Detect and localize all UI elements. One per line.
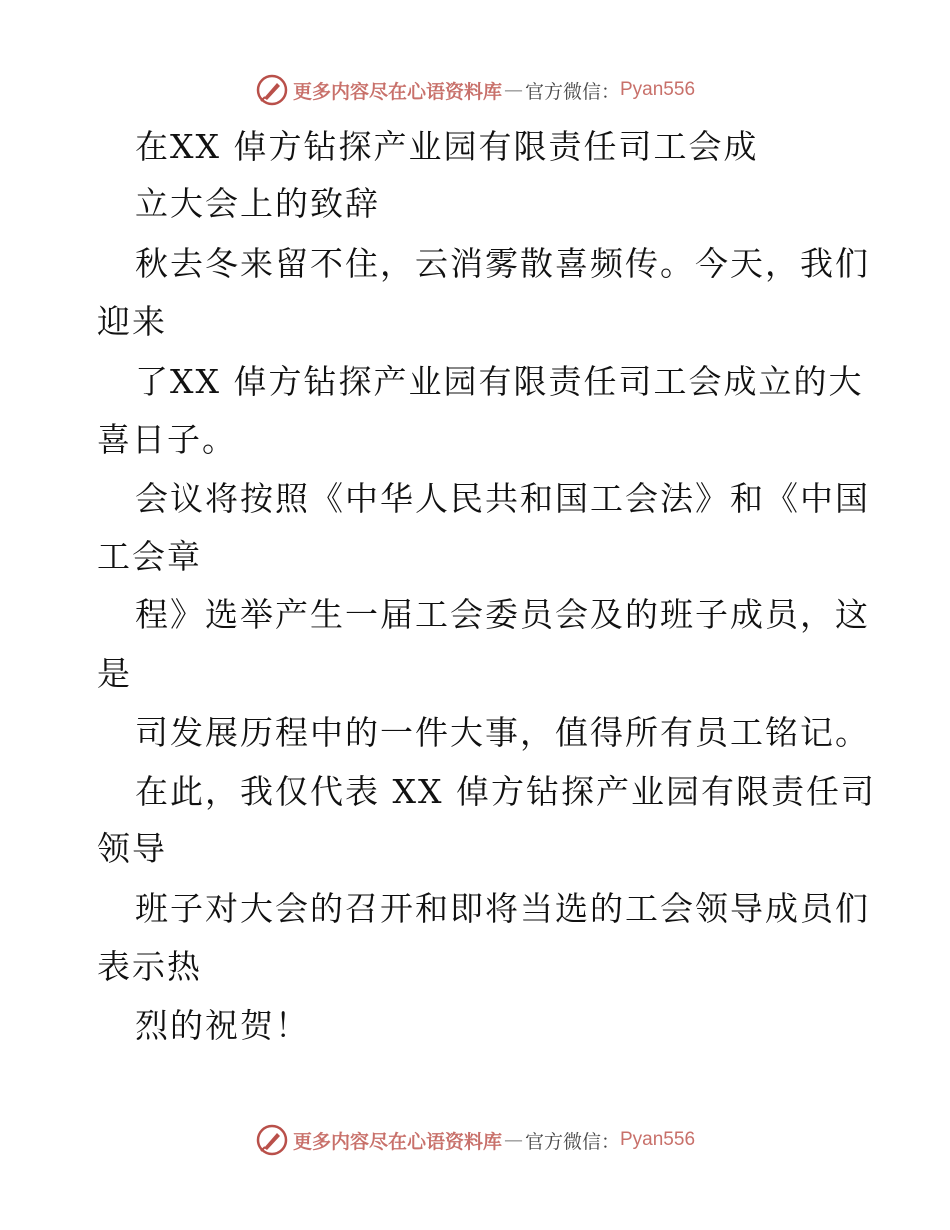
pen-logo-icon xyxy=(255,73,289,107)
text-line: 秋去冬来留不住，云消雾散喜频传。今天，我们 xyxy=(135,244,870,283)
text-line: 烈的祝贺！ xyxy=(135,1006,310,1045)
text-line: 在XX 倬方钻探产业园有限责任司工会成 xyxy=(135,127,759,166)
footer-banner xyxy=(0,1120,950,1160)
text-line: 工会章 xyxy=(97,537,202,576)
text-line: 班子对大会的召开和即将当选的工会领导成员们 xyxy=(135,889,870,928)
text-line: 立大会上的致辞 xyxy=(135,184,380,223)
banner-wechat-id: Pyan556 xyxy=(620,1129,696,1150)
text-line: 司发展历程中的一件大事，值得所有员工铭记。 xyxy=(135,713,870,752)
banner-dash: — xyxy=(503,79,523,101)
text-line: 在此，我仅代表 XX 倬方钻探产业园有限责任司 xyxy=(135,772,876,811)
text-line: 表示热 xyxy=(97,947,202,986)
banner-wechat-id: Pyan556 xyxy=(620,79,696,100)
text-line: 会议将按照《中华人民共和国工会法》和《中国 xyxy=(135,479,870,518)
text-line: 喜日子。 xyxy=(97,420,237,459)
banner-dash: — xyxy=(503,1129,523,1151)
text-line: 程》选举产生一届工会委员会及的班子成员，这 xyxy=(135,595,870,634)
text-line: 了XX 倬方钻探产业园有限责任司工会成立的大 xyxy=(135,362,864,401)
pen-logo-icon xyxy=(255,1123,289,1157)
text-line: 迎来 xyxy=(97,302,167,341)
banner-site-text: 更多内容尽在心语资料库 xyxy=(292,1130,502,1153)
banner-wechat-label: 官方微信： xyxy=(524,80,620,103)
banner-wechat-label: 官方微信： xyxy=(524,1130,620,1153)
text-line: 是 xyxy=(97,654,132,693)
banner-site-text: 更多内容尽在心语资料库 xyxy=(292,80,502,103)
header-banner xyxy=(0,70,950,110)
text-line: 领导 xyxy=(97,829,167,868)
